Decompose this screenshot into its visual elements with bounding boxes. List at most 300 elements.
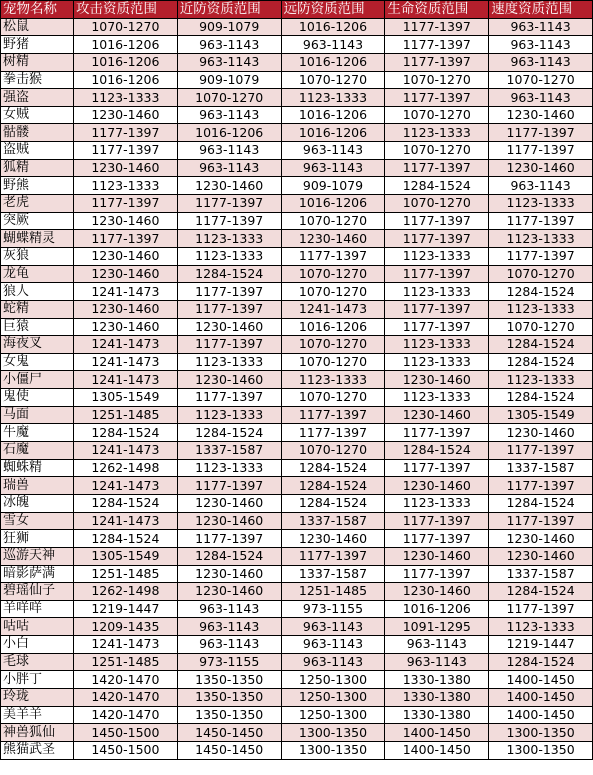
table-row xyxy=(1,741,593,759)
table-row xyxy=(1,53,593,71)
ranged-defense-cell: 1016-1206 xyxy=(281,195,385,213)
life-cell: 1400-1450 xyxy=(385,724,489,742)
ranged-defense-cell: 1070-1270 xyxy=(281,389,385,407)
life-cell: 1177-1397 xyxy=(385,512,489,530)
table-row xyxy=(1,89,593,107)
pet-name-cell: 咕咕 xyxy=(1,618,74,636)
header-attack-range: 攻击资质范围 xyxy=(74,1,178,19)
ranged-defense-cell: 1230-1460 xyxy=(281,530,385,548)
ranged-defense-cell: 1070-1270 xyxy=(281,353,385,371)
life-cell: 1123-1333 xyxy=(385,124,489,142)
pet-name-cell: 雪女 xyxy=(1,512,74,530)
ranged-defense-cell: 1070-1270 xyxy=(281,283,385,301)
speed-cell: 1400-1450 xyxy=(489,706,593,724)
life-cell: 1177-1397 xyxy=(385,212,489,230)
attack-cell: 1230-1460 xyxy=(74,106,178,124)
attack-cell: 1420-1470 xyxy=(74,671,178,689)
speed-cell: 1300-1350 xyxy=(489,741,593,759)
life-cell: 1230-1460 xyxy=(385,406,489,424)
speed-cell: 1123-1333 xyxy=(489,230,593,248)
melee-defense-cell: 909-1079 xyxy=(177,71,281,89)
speed-cell: 1070-1270 xyxy=(489,318,593,336)
pet-name-cell: 盗贼 xyxy=(1,142,74,160)
header-row xyxy=(1,1,593,19)
attack-cell: 1177-1397 xyxy=(74,124,178,142)
life-cell: 1091-1295 xyxy=(385,618,489,636)
melee-defense-cell: 1450-1450 xyxy=(177,724,281,742)
attack-cell: 1241-1473 xyxy=(74,512,178,530)
life-cell: 1230-1460 xyxy=(385,583,489,601)
attack-cell: 1251-1485 xyxy=(74,653,178,671)
attack-cell: 1230-1460 xyxy=(74,212,178,230)
attack-cell: 1177-1397 xyxy=(74,230,178,248)
pet-name-cell: 小胖丁 xyxy=(1,671,74,689)
melee-defense-cell: 963-1143 xyxy=(177,53,281,71)
speed-cell: 1230-1460 xyxy=(489,106,593,124)
ranged-defense-cell: 1250-1300 xyxy=(281,706,385,724)
speed-cell: 1284-1524 xyxy=(489,494,593,512)
ranged-defense-cell: 1016-1206 xyxy=(281,18,385,36)
pet-name-cell: 美羊羊 xyxy=(1,706,74,724)
ranged-defense-cell: 1016-1206 xyxy=(281,318,385,336)
ranged-defense-cell: 1177-1397 xyxy=(281,406,385,424)
life-cell: 1177-1397 xyxy=(385,159,489,177)
table-row xyxy=(1,265,593,283)
life-cell: 1230-1460 xyxy=(385,371,489,389)
pet-name-cell: 小白 xyxy=(1,636,74,654)
pet-name-cell: 瑞兽 xyxy=(1,477,74,495)
melee-defense-cell: 1230-1460 xyxy=(177,512,281,530)
ranged-defense-cell: 1070-1270 xyxy=(281,265,385,283)
speed-cell: 963-1143 xyxy=(489,53,593,71)
pet-name-cell: 石魔 xyxy=(1,442,74,460)
attack-cell: 1123-1333 xyxy=(74,177,178,195)
speed-cell: 1230-1460 xyxy=(489,159,593,177)
life-cell: 1177-1397 xyxy=(385,300,489,318)
melee-defense-cell: 1177-1397 xyxy=(177,212,281,230)
ranged-defense-cell: 1070-1270 xyxy=(281,71,385,89)
speed-cell: 1177-1397 xyxy=(489,247,593,265)
speed-cell: 1230-1460 xyxy=(489,424,593,442)
table-row xyxy=(1,247,593,265)
header-pet-name: 宠物名称 xyxy=(1,1,74,19)
table-row xyxy=(1,424,593,442)
life-cell: 1284-1524 xyxy=(385,442,489,460)
pet-name-cell: 海夜叉 xyxy=(1,336,74,354)
ranged-defense-cell: 1251-1485 xyxy=(281,583,385,601)
table-row xyxy=(1,106,593,124)
attack-cell: 1070-1270 xyxy=(74,18,178,36)
melee-defense-cell: 1177-1397 xyxy=(177,389,281,407)
melee-defense-cell: 1177-1397 xyxy=(177,195,281,213)
ranged-defense-cell: 1300-1350 xyxy=(281,741,385,759)
melee-defense-cell: 963-1143 xyxy=(177,618,281,636)
attack-cell: 1016-1206 xyxy=(74,53,178,71)
pet-name-cell: 拳击猴 xyxy=(1,71,74,89)
attack-cell: 1305-1549 xyxy=(74,389,178,407)
speed-cell: 1300-1350 xyxy=(489,724,593,742)
table-row xyxy=(1,530,593,548)
speed-cell: 1177-1397 xyxy=(489,212,593,230)
table-row xyxy=(1,212,593,230)
life-cell: 963-1143 xyxy=(385,653,489,671)
ranged-defense-cell: 1177-1397 xyxy=(281,547,385,565)
melee-defense-cell: 1177-1397 xyxy=(177,283,281,301)
speed-cell: 1284-1524 xyxy=(489,653,593,671)
melee-defense-cell: 909-1079 xyxy=(177,18,281,36)
attack-cell: 1284-1524 xyxy=(74,424,178,442)
table-row xyxy=(1,159,593,177)
attack-cell: 1241-1473 xyxy=(74,477,178,495)
attack-cell: 1284-1524 xyxy=(74,530,178,548)
header-ranged-defense-range: 远防资质范围 xyxy=(281,1,385,19)
ranged-defense-cell: 963-1143 xyxy=(281,653,385,671)
attack-cell: 1284-1524 xyxy=(74,494,178,512)
attack-cell: 1016-1206 xyxy=(74,36,178,54)
pet-name-cell: 女鬼 xyxy=(1,353,74,371)
speed-cell: 1230-1460 xyxy=(489,547,593,565)
pet-name-cell: 熊猫武圣 xyxy=(1,741,74,759)
life-cell: 1177-1397 xyxy=(385,530,489,548)
table-row xyxy=(1,494,593,512)
attack-cell: 1420-1470 xyxy=(74,688,178,706)
pet-name-cell: 狐精 xyxy=(1,159,74,177)
table-row xyxy=(1,389,593,407)
ranged-defense-cell: 973-1155 xyxy=(281,600,385,618)
table-row xyxy=(1,653,593,671)
attack-cell: 1251-1485 xyxy=(74,565,178,583)
speed-cell: 1219-1447 xyxy=(489,636,593,654)
life-cell: 1177-1397 xyxy=(385,265,489,283)
attack-cell: 1241-1473 xyxy=(74,336,178,354)
life-cell: 1070-1270 xyxy=(385,142,489,160)
ranged-defense-cell: 1123-1333 xyxy=(281,371,385,389)
pet-name-cell: 神兽狐仙 xyxy=(1,724,74,742)
life-cell: 1070-1270 xyxy=(385,106,489,124)
attack-cell: 1230-1460 xyxy=(74,265,178,283)
melee-defense-cell: 1284-1524 xyxy=(177,424,281,442)
ranged-defense-cell: 1016-1206 xyxy=(281,106,385,124)
melee-defense-cell: 963-1143 xyxy=(177,159,281,177)
table-row xyxy=(1,442,593,460)
table-row xyxy=(1,371,593,389)
speed-cell: 963-1143 xyxy=(489,89,593,107)
attack-cell: 1219-1447 xyxy=(74,600,178,618)
attack-cell: 1262-1498 xyxy=(74,459,178,477)
header-speed-range: 速度资质范围 xyxy=(489,1,593,19)
speed-cell: 1177-1397 xyxy=(489,442,593,460)
speed-cell: 1177-1397 xyxy=(489,512,593,530)
attack-cell: 1209-1435 xyxy=(74,618,178,636)
ranged-defense-cell: 963-1143 xyxy=(281,636,385,654)
life-cell: 1070-1270 xyxy=(385,71,489,89)
speed-cell: 1284-1524 xyxy=(489,353,593,371)
attack-cell: 1305-1549 xyxy=(74,547,178,565)
melee-defense-cell: 973-1155 xyxy=(177,653,281,671)
ranged-defense-cell: 909-1079 xyxy=(281,177,385,195)
life-cell: 1123-1333 xyxy=(385,389,489,407)
attack-cell: 1177-1397 xyxy=(74,195,178,213)
life-cell: 1330-1380 xyxy=(385,688,489,706)
melee-defense-cell: 1016-1206 xyxy=(177,124,281,142)
ranged-defense-cell: 963-1143 xyxy=(281,159,385,177)
speed-cell: 1177-1397 xyxy=(489,600,593,618)
speed-cell: 1123-1333 xyxy=(489,300,593,318)
speed-cell: 1284-1524 xyxy=(489,389,593,407)
pet-name-cell: 突厥 xyxy=(1,212,74,230)
attack-cell: 1241-1473 xyxy=(74,353,178,371)
ranged-defense-cell: 1016-1206 xyxy=(281,53,385,71)
melee-defense-cell: 1070-1270 xyxy=(177,89,281,107)
table-row xyxy=(1,477,593,495)
melee-defense-cell: 1123-1333 xyxy=(177,230,281,248)
ranged-defense-cell: 1250-1300 xyxy=(281,671,385,689)
ranged-defense-cell: 1300-1350 xyxy=(281,724,385,742)
pet-name-cell: 牛魔 xyxy=(1,424,74,442)
speed-cell: 1177-1397 xyxy=(489,124,593,142)
pet-name-cell: 蜘蛛精 xyxy=(1,459,74,477)
life-cell: 1123-1333 xyxy=(385,247,489,265)
pet-name-cell: 小僵尸 xyxy=(1,371,74,389)
speed-cell: 1337-1587 xyxy=(489,565,593,583)
pet-name-cell: 松鼠 xyxy=(1,18,74,36)
table-row xyxy=(1,512,593,530)
header-melee-defense-range: 近防资质范围 xyxy=(177,1,281,19)
pet-name-cell: 冰魄 xyxy=(1,494,74,512)
life-cell: 1330-1380 xyxy=(385,706,489,724)
attack-cell: 1450-1500 xyxy=(74,724,178,742)
table-row xyxy=(1,688,593,706)
attack-cell: 1262-1498 xyxy=(74,583,178,601)
attack-cell: 1230-1460 xyxy=(74,159,178,177)
melee-defense-cell: 1177-1397 xyxy=(177,300,281,318)
speed-cell: 1070-1270 xyxy=(489,265,593,283)
speed-cell: 963-1143 xyxy=(489,36,593,54)
melee-defense-cell: 1230-1460 xyxy=(177,565,281,583)
attack-cell: 1230-1460 xyxy=(74,300,178,318)
speed-cell: 1177-1397 xyxy=(489,142,593,160)
life-cell: 1330-1380 xyxy=(385,671,489,689)
melee-defense-cell: 963-1143 xyxy=(177,600,281,618)
pet-name-cell: 老虎 xyxy=(1,195,74,213)
table-row xyxy=(1,230,593,248)
ranged-defense-cell: 1070-1270 xyxy=(281,212,385,230)
ranged-defense-cell: 1123-1333 xyxy=(281,89,385,107)
pet-name-cell: 野猪 xyxy=(1,36,74,54)
pet-name-cell: 巨猿 xyxy=(1,318,74,336)
ranged-defense-cell: 963-1143 xyxy=(281,36,385,54)
life-cell: 1123-1333 xyxy=(385,283,489,301)
header-life-range: 生命资质范围 xyxy=(385,1,489,19)
table-row xyxy=(1,18,593,36)
ranged-defense-cell: 963-1143 xyxy=(281,618,385,636)
table-row xyxy=(1,565,593,583)
melee-defense-cell: 1123-1333 xyxy=(177,353,281,371)
life-cell: 963-1143 xyxy=(385,636,489,654)
table-row xyxy=(1,71,593,89)
attack-cell: 1123-1333 xyxy=(74,89,178,107)
table-row xyxy=(1,636,593,654)
life-cell: 1016-1206 xyxy=(385,600,489,618)
pet-name-cell: 鬼使 xyxy=(1,389,74,407)
melee-defense-cell: 1350-1350 xyxy=(177,671,281,689)
attack-cell: 1016-1206 xyxy=(74,71,178,89)
speed-cell: 1230-1460 xyxy=(489,530,593,548)
pet-name-cell: 野熊 xyxy=(1,177,74,195)
melee-defense-cell: 1350-1350 xyxy=(177,706,281,724)
speed-cell: 1070-1270 xyxy=(489,71,593,89)
table-row xyxy=(1,283,593,301)
attack-cell: 1241-1473 xyxy=(74,371,178,389)
melee-defense-cell: 1123-1333 xyxy=(177,406,281,424)
life-cell: 1123-1333 xyxy=(385,336,489,354)
attack-cell: 1230-1460 xyxy=(74,318,178,336)
table-row xyxy=(1,583,593,601)
speed-cell: 963-1143 xyxy=(489,18,593,36)
ranged-defense-cell: 1230-1460 xyxy=(281,230,385,248)
attack-cell: 1241-1473 xyxy=(74,442,178,460)
ranged-defense-cell: 1070-1270 xyxy=(281,336,385,354)
table-row xyxy=(1,671,593,689)
life-cell: 1177-1397 xyxy=(385,230,489,248)
life-cell: 1230-1460 xyxy=(385,477,489,495)
life-cell: 1230-1460 xyxy=(385,547,489,565)
table-row xyxy=(1,336,593,354)
pet-name-cell: 玲珑 xyxy=(1,688,74,706)
table-row xyxy=(1,195,593,213)
life-cell: 1177-1397 xyxy=(385,424,489,442)
speed-cell: 1177-1397 xyxy=(489,477,593,495)
pet-name-cell: 蛇精 xyxy=(1,300,74,318)
ranged-defense-cell: 1177-1397 xyxy=(281,424,385,442)
pet-name-cell: 碧瑶仙子 xyxy=(1,583,74,601)
melee-defense-cell: 1177-1397 xyxy=(177,336,281,354)
table-row xyxy=(1,300,593,318)
melee-defense-cell: 1230-1460 xyxy=(177,318,281,336)
ranged-defense-cell: 1284-1524 xyxy=(281,477,385,495)
attack-cell: 1450-1500 xyxy=(74,741,178,759)
table-row xyxy=(1,406,593,424)
table-row xyxy=(1,177,593,195)
life-cell: 1177-1397 xyxy=(385,89,489,107)
ranged-defense-cell: 1337-1587 xyxy=(281,512,385,530)
table-row xyxy=(1,618,593,636)
table-row xyxy=(1,124,593,142)
life-cell: 1177-1397 xyxy=(385,18,489,36)
melee-defense-cell: 963-1143 xyxy=(177,636,281,654)
attack-cell: 1230-1460 xyxy=(74,247,178,265)
speed-cell: 1123-1333 xyxy=(489,195,593,213)
speed-cell: 1284-1524 xyxy=(489,336,593,354)
pet-name-cell: 蝴蝶精灵 xyxy=(1,230,74,248)
melee-defense-cell: 1230-1460 xyxy=(177,371,281,389)
melee-defense-cell: 963-1143 xyxy=(177,36,281,54)
pet-name-cell: 羊咩咩 xyxy=(1,600,74,618)
pet-name-cell: 巡游天神 xyxy=(1,547,74,565)
life-cell: 1177-1397 xyxy=(385,36,489,54)
attack-cell: 1420-1470 xyxy=(74,706,178,724)
melee-defense-cell: 1123-1333 xyxy=(177,247,281,265)
melee-defense-cell: 1177-1397 xyxy=(177,530,281,548)
table-row xyxy=(1,724,593,742)
life-cell: 1177-1397 xyxy=(385,318,489,336)
life-cell: 1123-1333 xyxy=(385,494,489,512)
life-cell: 1123-1333 xyxy=(385,353,489,371)
table-row xyxy=(1,600,593,618)
melee-defense-cell: 1284-1524 xyxy=(177,265,281,283)
speed-cell: 1284-1524 xyxy=(489,583,593,601)
speed-cell: 1337-1587 xyxy=(489,459,593,477)
table-row xyxy=(1,142,593,160)
table-row xyxy=(1,547,593,565)
table-row xyxy=(1,706,593,724)
speed-cell: 1123-1333 xyxy=(489,371,593,389)
speed-cell: 1123-1333 xyxy=(489,618,593,636)
ranged-defense-cell: 1177-1397 xyxy=(281,247,385,265)
melee-defense-cell: 1123-1333 xyxy=(177,459,281,477)
attack-cell: 1177-1397 xyxy=(74,142,178,160)
ranged-defense-cell: 1337-1587 xyxy=(281,565,385,583)
table-row xyxy=(1,318,593,336)
melee-defense-cell: 1284-1524 xyxy=(177,547,281,565)
table-row xyxy=(1,459,593,477)
speed-cell: 963-1143 xyxy=(489,177,593,195)
pet-name-cell: 马面 xyxy=(1,406,74,424)
pet-name-cell: 龙龟 xyxy=(1,265,74,283)
pet-name-cell: 狼人 xyxy=(1,283,74,301)
melee-defense-cell: 1230-1460 xyxy=(177,494,281,512)
speed-cell: 1284-1524 xyxy=(489,283,593,301)
melee-defense-cell: 963-1143 xyxy=(177,106,281,124)
speed-cell: 1400-1450 xyxy=(489,688,593,706)
life-cell: 1070-1270 xyxy=(385,195,489,213)
attack-cell: 1241-1473 xyxy=(74,636,178,654)
life-cell: 1177-1397 xyxy=(385,565,489,583)
table-row xyxy=(1,353,593,371)
pet-name-cell: 强盗 xyxy=(1,89,74,107)
table-row xyxy=(1,36,593,54)
melee-defense-cell: 1337-1587 xyxy=(177,442,281,460)
life-cell: 1177-1397 xyxy=(385,459,489,477)
ranged-defense-cell: 1016-1206 xyxy=(281,124,385,142)
life-cell: 1400-1450 xyxy=(385,741,489,759)
ranged-defense-cell: 1070-1270 xyxy=(281,442,385,460)
melee-defense-cell: 1230-1460 xyxy=(177,177,281,195)
pet-name-cell: 狂狮 xyxy=(1,530,74,548)
melee-defense-cell: 1230-1460 xyxy=(177,583,281,601)
pet-name-cell: 树精 xyxy=(1,53,74,71)
pet-name-cell: 暗影萨满 xyxy=(1,565,74,583)
speed-cell: 1400-1450 xyxy=(489,671,593,689)
pet-name-cell: 灰狼 xyxy=(1,247,74,265)
attack-cell: 1241-1473 xyxy=(74,283,178,301)
ranged-defense-cell: 1250-1300 xyxy=(281,688,385,706)
ranged-defense-cell: 963-1143 xyxy=(281,142,385,160)
life-cell: 1284-1524 xyxy=(385,177,489,195)
melee-defense-cell: 963-1143 xyxy=(177,142,281,160)
pet-name-cell: 骷髅 xyxy=(1,124,74,142)
melee-defense-cell: 1450-1450 xyxy=(177,741,281,759)
melee-defense-cell: 1350-1350 xyxy=(177,688,281,706)
pet-name-cell: 毛球 xyxy=(1,653,74,671)
ranged-defense-cell: 1241-1473 xyxy=(281,300,385,318)
attack-cell: 1251-1485 xyxy=(74,406,178,424)
pet-name-cell: 女贼 xyxy=(1,106,74,124)
ranged-defense-cell: 1284-1524 xyxy=(281,494,385,512)
life-cell: 1177-1397 xyxy=(385,53,489,71)
melee-defense-cell: 1177-1397 xyxy=(177,477,281,495)
ranged-defense-cell: 1284-1524 xyxy=(281,459,385,477)
